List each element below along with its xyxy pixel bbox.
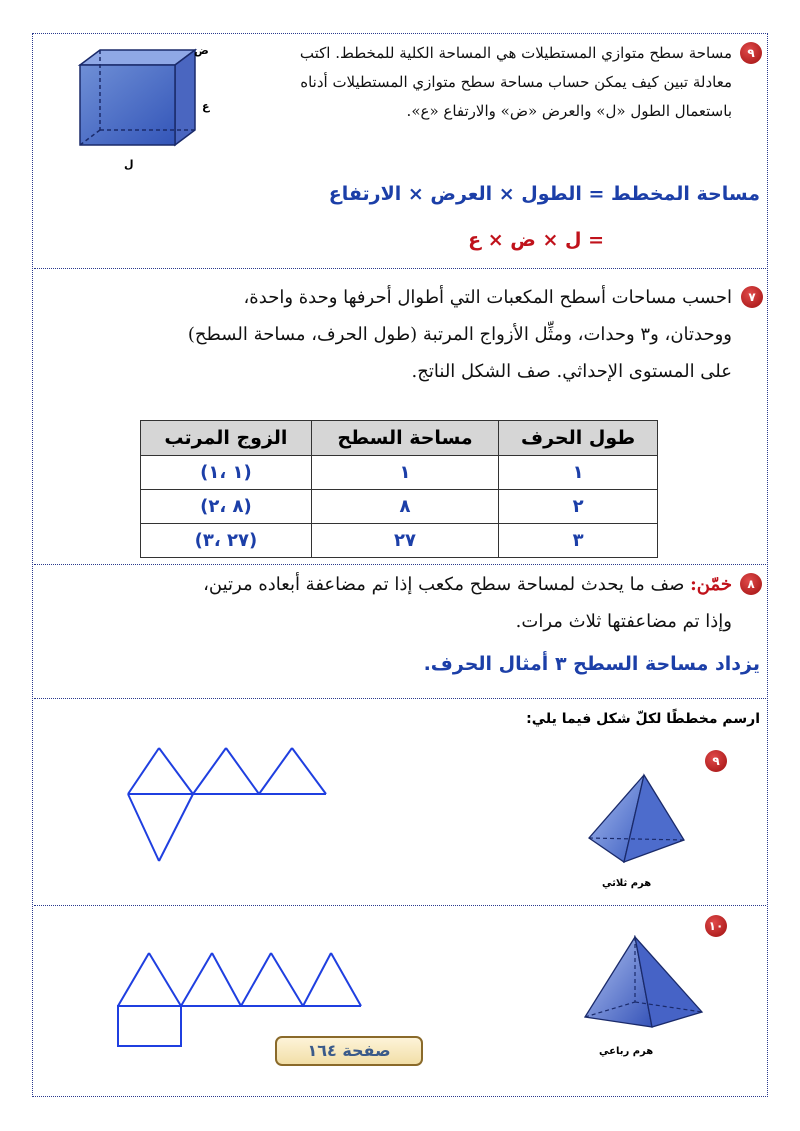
cell-edge: ٣ — [499, 524, 658, 558]
q6-answer-symbols: = ل × ض × ع — [468, 229, 604, 251]
cell-pair: (٨ ،٢) — [141, 490, 312, 524]
table-row — [141, 456, 658, 490]
caption-square-pyramid: هرم رباعي — [599, 1046, 654, 1057]
q8-text — [112, 566, 732, 640]
q8-text-line2: وإذا تم مضاعفتها ثلاث مرات. — [515, 611, 732, 632]
q6-text-line: معادلة تبين كيف يمكن حساب مساحة سطح متوازي المستطيلات أدناه — [300, 73, 732, 91]
q8-text-line — [112, 566, 732, 603]
square-pyramid-figure — [580, 932, 710, 1032]
q7-text-line: على المستوى الإحداثي. صف الشكل الناتج. — [411, 361, 732, 382]
q8-keyword: خمّن: — [690, 574, 732, 595]
q6-text-line: مساحة سطح متوازي المستطيلات هي المساحة الكلية للمخطط. اكتب — [299, 44, 732, 62]
cell-area: ٢٧ — [311, 524, 498, 558]
q6-answer-formula: مساحة المخطط = الطول × العرض × الارتفاع — [328, 183, 760, 205]
triangular-pyramid-net — [125, 745, 330, 870]
page-number-badge: صفحة ١٦٤ — [275, 1036, 423, 1066]
label-width: ض — [194, 44, 209, 57]
q6-text-line: باستعمال الطول «ل» والعرض «ض» والارتفاع «ع». — [406, 102, 732, 120]
q7-text-line: ووحدتان، و٣ وحدات، ومثِّل الأزواج المرتبة (طول الحرف، مساحة السطح) — [187, 324, 732, 345]
separator — [34, 268, 766, 269]
q7-text — [132, 279, 732, 390]
cell-edge: ١ — [499, 456, 658, 490]
cell-area: ٨ — [311, 490, 498, 524]
square-pyramid-net — [115, 950, 365, 1050]
question-number-7: ٧ — [741, 286, 763, 308]
cube-surface-table — [140, 420, 658, 558]
col-header-pair: الزوج المرتب — [141, 421, 312, 456]
question-number-10: ١٠ — [705, 915, 727, 937]
label-height: ع — [202, 100, 210, 113]
table-row — [141, 524, 658, 558]
triangular-pyramid-figure — [584, 770, 694, 870]
q8-answer: يزداد مساحة السطح ٣ أمثال الحرف. — [423, 653, 760, 675]
cell-pair: (١ ،١) — [141, 456, 312, 490]
draw-instruction: ارسم مخططًا لكلّ شكل فيما يلي: — [526, 711, 760, 727]
caption-triangular-pyramid: هرم ثلاثي — [602, 878, 652, 889]
col-header-area: مساحة السطح — [311, 421, 498, 456]
question-number-8: ٨ — [740, 573, 762, 595]
table-header-row — [141, 421, 658, 456]
cell-area: ١ — [311, 456, 498, 490]
q7-text-line: احسب مساحات أسطح المكعبات التي أطوال أحرفها وحدة واحدة، — [243, 287, 732, 308]
separator — [34, 905, 766, 906]
q6-text — [202, 39, 732, 126]
question-number-9: ٩ — [705, 750, 727, 772]
table-row — [141, 490, 658, 524]
col-header-edge: طول الحرف — [499, 421, 658, 456]
cell-pair: (٢٧ ،٣) — [141, 524, 312, 558]
separator — [34, 698, 766, 699]
rectangular-prism-figure — [70, 45, 220, 175]
question-number-6: ٩ — [740, 42, 762, 64]
label-length: ل — [124, 158, 134, 171]
separator — [34, 564, 766, 565]
q8-text-line1: صف ما يحدث لمساحة سطح مكعب إذا تم مضاعفة أبعاده مرتين، — [203, 574, 685, 595]
cell-edge: ٢ — [499, 490, 658, 524]
